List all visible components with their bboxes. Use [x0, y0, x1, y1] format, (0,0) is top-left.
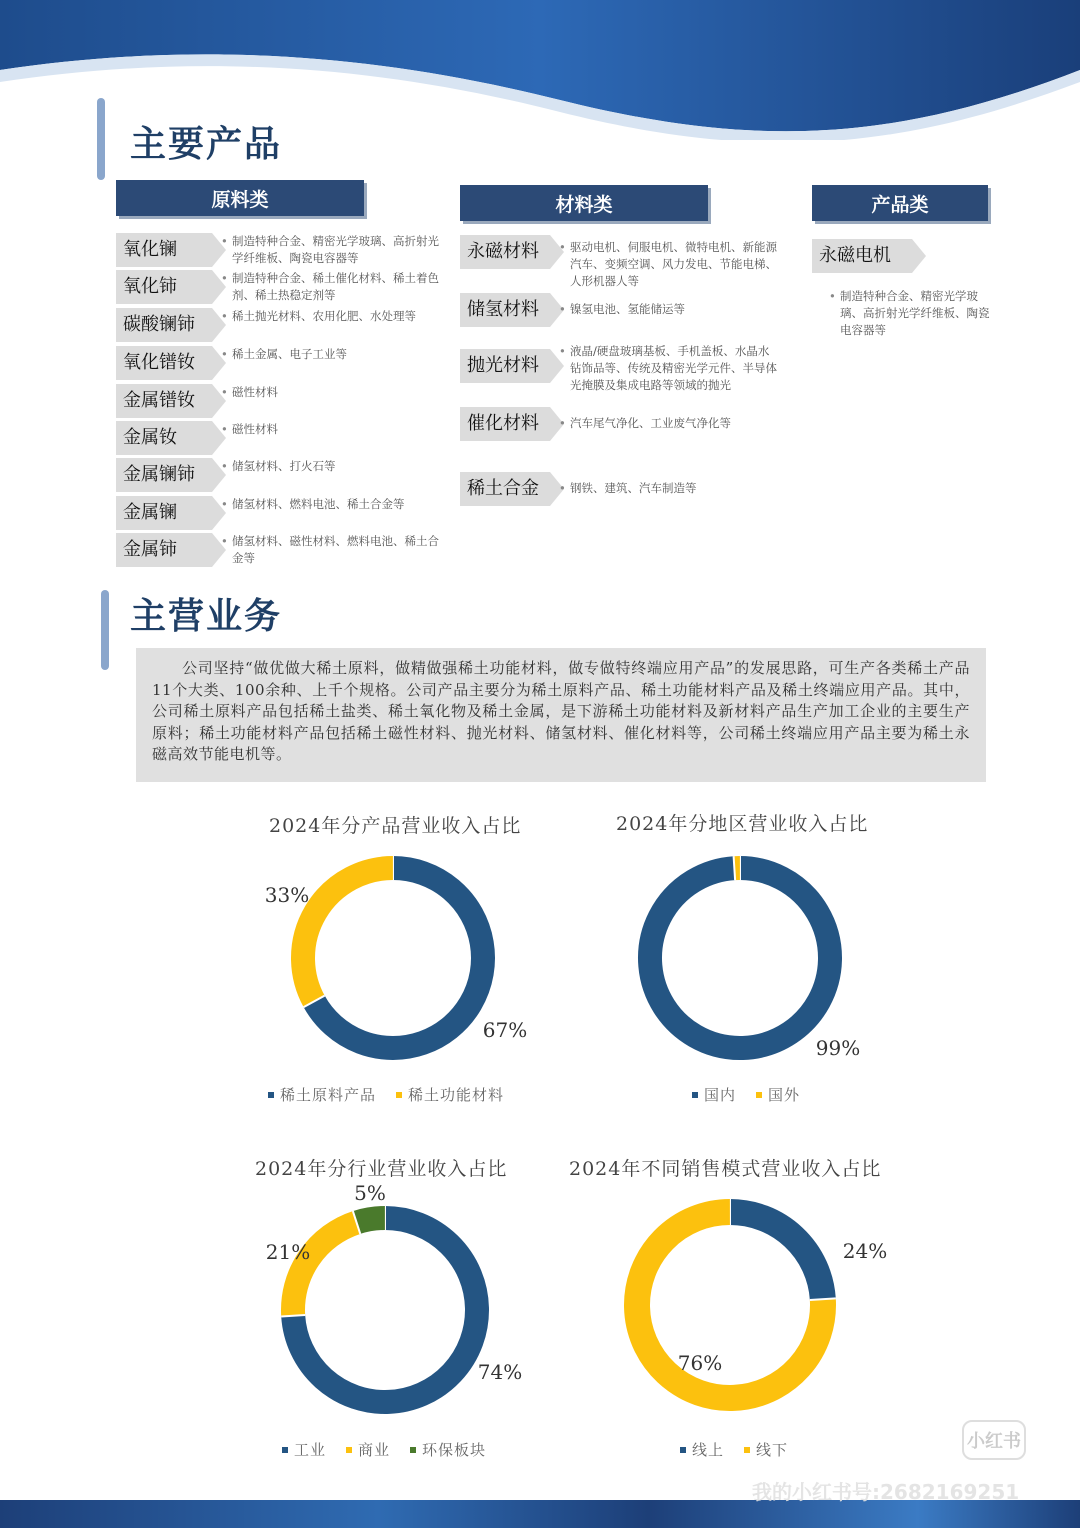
product-tag: 稀土合金 [460, 472, 550, 506]
list-item [116, 384, 440, 418]
product-description: • 稀土金属、电子工业等 [232, 346, 440, 363]
product-tag: 储氢材料 [460, 293, 550, 327]
product-tag: 金属铈 [116, 533, 212, 567]
chart-legend [268, 1084, 504, 1105]
legend-item [410, 1439, 486, 1460]
data-label: 99% [815, 1036, 861, 1060]
legend-label: 稀土功能材料 [408, 1086, 505, 1104]
donut-slice-3 [357, 1218, 385, 1223]
product-description: • 储氢材料、磁性材料、燃料电池、稀土合金等 [232, 533, 440, 567]
donut-chart-product [240, 840, 560, 1080]
list-item [116, 458, 440, 492]
donut-slice-2 [303, 868, 393, 1001]
product-description: • 汽车尾气净化、工业废气净化等 [570, 415, 778, 432]
legend-label: 环保板块 [422, 1441, 487, 1459]
legend-label: 线上 [692, 1441, 725, 1459]
data-label: 76% [677, 1351, 723, 1375]
legend-swatch [282, 1447, 288, 1453]
legend-label: 稀土原料产品 [280, 1086, 377, 1104]
list-item [460, 472, 778, 506]
list-item [812, 239, 912, 273]
chart-legend [282, 1439, 486, 1460]
chart-title: 2024年不同销售模式营业收入占比 [569, 1158, 882, 1180]
legend-swatch [268, 1092, 274, 1098]
list-item [460, 344, 778, 394]
legend-label: 线下 [756, 1441, 789, 1459]
legend-label: 国内 [704, 1086, 737, 1104]
list-item [116, 533, 440, 567]
legend-item [744, 1439, 788, 1460]
product-tag: 催化材料 [460, 407, 550, 441]
product-tag: 氧化镧 [116, 233, 212, 267]
product-tag: 永磁电机 [812, 239, 912, 273]
product-description: • 钢铁、建筑、汽车制造等 [570, 480, 778, 497]
chart-title: 2024年分行业营业收入占比 [255, 1158, 508, 1180]
legend-swatch [346, 1447, 352, 1453]
legend-item [692, 1084, 736, 1105]
category-header-material: 材料类 [460, 185, 708, 221]
product-description: • 液晶/硬盘玻璃基板、手机盖板、水晶水钻饰品等、传统及精密光学元件、半导体光掩膜及集成电路等领域的抛光 [570, 343, 778, 394]
legend-item [680, 1439, 724, 1460]
legend-item [282, 1439, 326, 1460]
product-tag: 金属钕 [116, 421, 212, 455]
donut-chart-industry [230, 1180, 550, 1430]
product-tag: 氧化铈 [116, 270, 212, 304]
data-label: 33% [264, 883, 310, 907]
list-item [116, 421, 440, 455]
legend-item [756, 1084, 800, 1105]
legend-label: 商业 [358, 1441, 391, 1459]
product-description: • 储氢材料、燃料电池、稀土合金等 [232, 496, 440, 513]
legend-label: 国外 [768, 1086, 801, 1104]
product-tag: 金属镧 [116, 496, 212, 530]
data-label: 5% [354, 1181, 386, 1205]
product-tag: 碳酸镧铈 [116, 308, 212, 342]
data-label: 67% [482, 1018, 528, 1042]
donut-chart-sales-mode [580, 1180, 910, 1430]
donut-chart-region [590, 840, 910, 1080]
product-tag: 金属镨钕 [116, 384, 212, 418]
product-tag: 氧化镨钕 [116, 346, 212, 380]
donut-slice-1 [730, 1212, 823, 1299]
list-item [116, 496, 440, 530]
legend-swatch [744, 1447, 750, 1453]
product-description: • 稀土抛光材料、农用化肥、水处理等 [232, 308, 440, 325]
legend-item [268, 1084, 376, 1105]
legend-swatch [692, 1092, 698, 1098]
section-accent-bar [101, 590, 109, 670]
list-item [116, 270, 440, 304]
legend-label: 工业 [294, 1441, 327, 1459]
business-section-title: 主营业务 [130, 596, 283, 637]
legend-item [346, 1439, 390, 1460]
business-description: 公司坚持“做优做大稀土原料，做精做强稀土功能材料，做专做特终端应用产品”的发展思路，可生产各类稀土产品11个大类、100余种、上千个规格。公司产品主要分为稀土原料产品、稀土功能材料产品及稀土终端应用产品。其中，公司稀土原料产品包括稀土盐类、稀土氧化物及稀土金属，是下游稀土功能材料及新材料产品生产加工企业的主要生产原料；稀土功能材料产品包括稀土磁性材料、抛光材料、储氢材料、催化材料等，公司稀土终端应用产品主要为稀土永磁高效节能电机等。 [136, 648, 986, 782]
list-item [116, 308, 440, 342]
chart-title: 2024年分产品营业收入占比 [269, 815, 522, 837]
watermark-logo: 小红书 [962, 1420, 1026, 1460]
list-item [116, 233, 440, 267]
product-description: • 磁性材料 [232, 384, 440, 401]
chart-legend [692, 1084, 800, 1105]
category-header-raw: 原料类 [116, 180, 364, 216]
list-item [460, 235, 778, 290]
product-description: • 储氢材料、打火石等 [232, 458, 440, 475]
product-description: • 制造特种合金、精密光学玻璃、高折射光学纤维板、陶瓷电容器等 [840, 288, 990, 339]
section-accent-bar [97, 98, 105, 180]
product-description: • 磁性材料 [232, 421, 440, 438]
product-description: • 制造特种合金、精密光学玻璃、高折射光学纤维板、陶瓷电容器等 [232, 233, 440, 267]
product-description: • 驱动电机、伺服电机、微特电机、新能源汽车、变频空调、风力发电、节能电梯、人形机器人等 [570, 239, 778, 290]
list-item [460, 293, 778, 327]
product-description: • 制造特种合金、稀土催化材料、稀土着色剂、稀土热稳定剂等 [232, 270, 440, 304]
chart-title: 2024年分地区营业收入占比 [616, 813, 869, 835]
legend-swatch [396, 1092, 402, 1098]
product-tag: 金属镧铈 [116, 458, 212, 492]
legend-swatch [410, 1447, 416, 1453]
product-tag: 抛光材料 [460, 349, 550, 383]
list-item [460, 407, 778, 441]
donut-slice-1 [650, 868, 830, 1048]
product-description: • 镍氢电池、氢能储运等 [570, 301, 778, 318]
donut-slice-2 [293, 1223, 356, 1316]
product-tag: 永磁材料 [460, 235, 550, 269]
data-label: 74% [477, 1360, 523, 1384]
legend-swatch [756, 1092, 762, 1098]
watermark-text: 我的小红书号:2682169251 [752, 1480, 1020, 1504]
chart-legend [680, 1439, 788, 1460]
legend-item [396, 1084, 504, 1105]
list-item [116, 346, 440, 380]
legend-swatch [680, 1447, 686, 1453]
products-section-title: 主要产品 [130, 124, 283, 165]
data-label: 21% [265, 1240, 311, 1264]
category-header-product: 产品类 [812, 185, 988, 221]
data-label: 24% [842, 1239, 888, 1263]
